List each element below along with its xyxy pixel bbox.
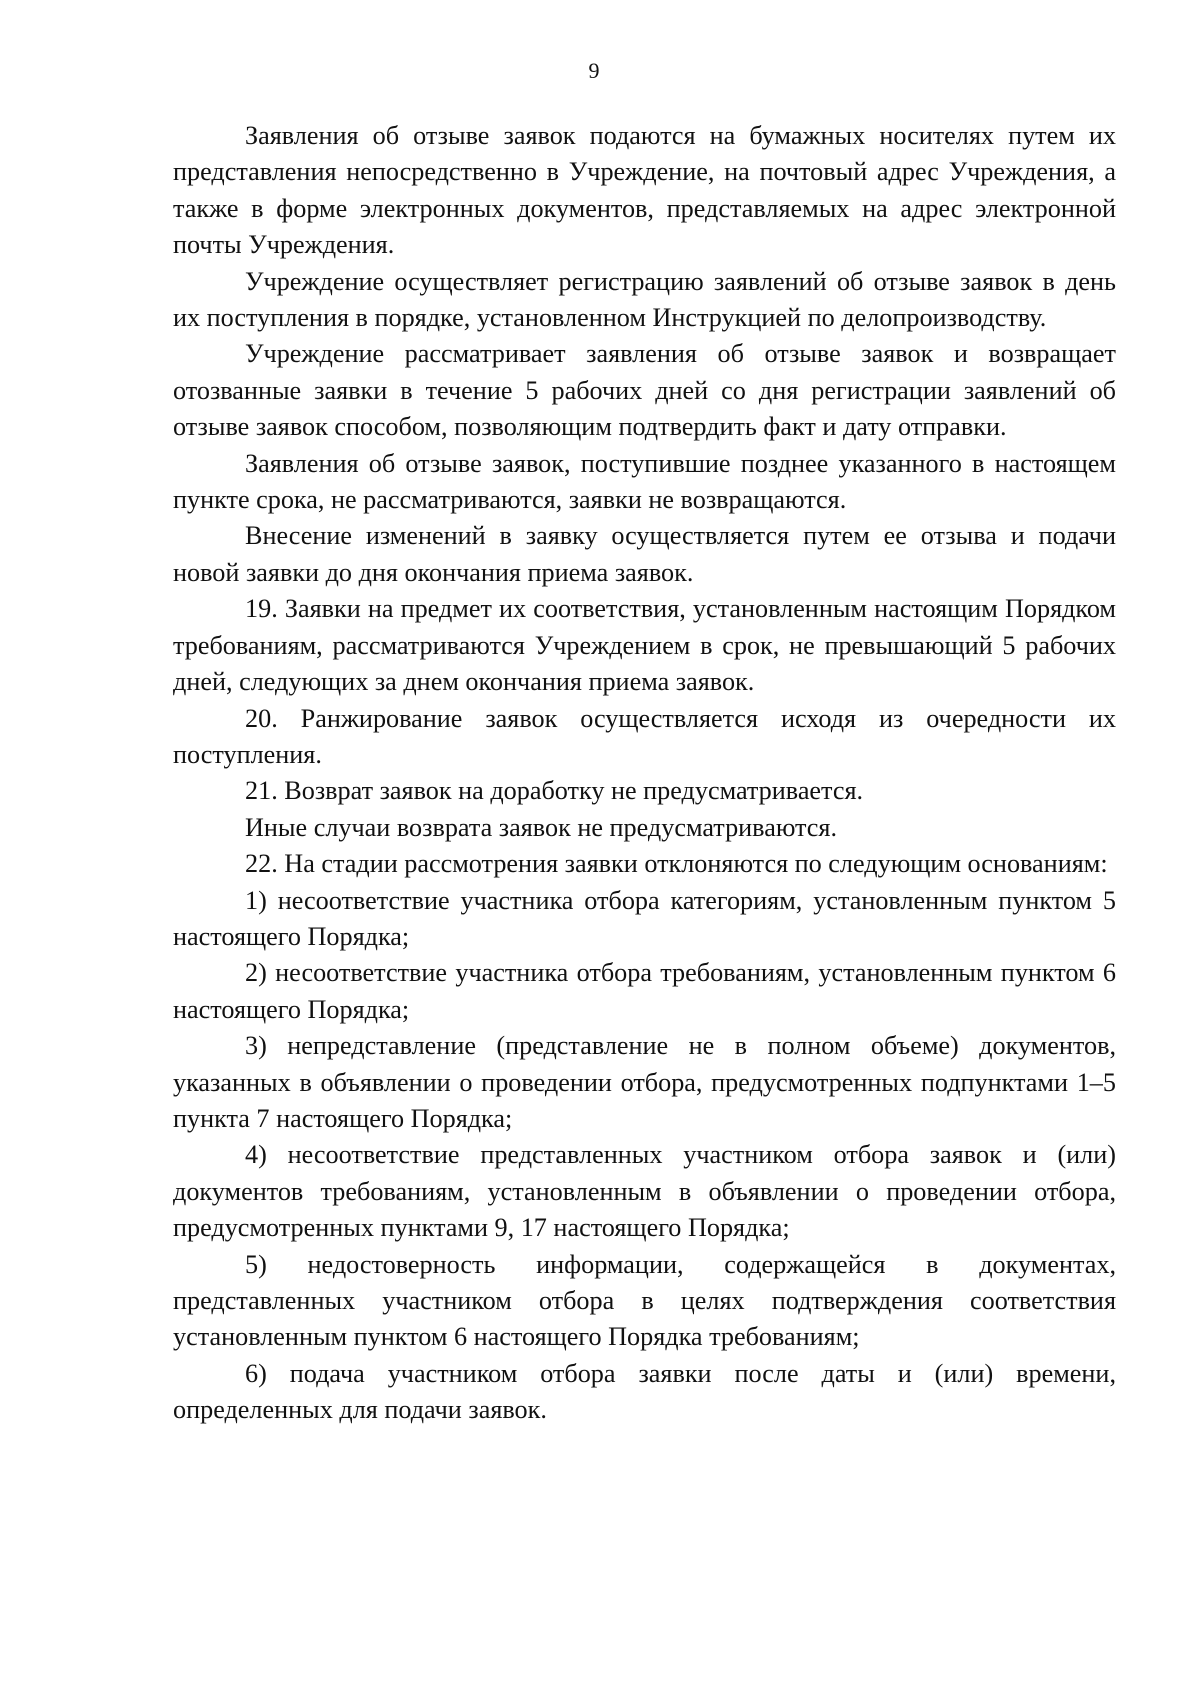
paragraph-withdrawal-registration: Учреждение осуществляет регистрацию заявлений об отзыве заявок в день их поступления в порядке, установленном Инструкцией по делопроизводству.: [173, 266, 1116, 333]
ground-6: 6) подача участником отбора заявки после даты и (или) времени, определенных для подачи заявок.: [173, 1358, 1116, 1425]
ground-2: 2) несоответствие участника отбора требованиям, установленным пунктом 6 настоящего Порядка;: [173, 958, 1116, 1024]
clause-20: 20. Ранжирование заявок осуществляется исходя из очередности их поступления.: [173, 703, 1116, 769]
clause-22: 22. На стадии рассмотрения заявки отклоняются по следующим основаниям:: [245, 849, 1108, 879]
clause-19: 19. Заявки на предмет их соответствия, установленным настоящим Порядком требованиям, рассматриваются Учреждением в срок, не превышающий 5 рабочих дней, следующих за днем окончания приема заявок.: [173, 594, 1116, 697]
paragraph-withdrawal-submission: Заявления об отзыве заявок подаются на бумажных носителях путем их представления непосредственно в Учреждение, на почтовый адрес Учреждения, а также в форме электронных документов, представляемых на адрес электронной почты Учреждения.: [173, 121, 1116, 260]
ground-4: 4) несоответствие представленных участником отбора заявок и (или) документов требованиям, установленным в объявлении о проведении отбора, предусмотренных пунктами 9, 17 настоящего Порядка;: [173, 1140, 1116, 1243]
paragraph-withdrawal-review: Учреждение рассматривает заявления об отзыве заявок и возвращает отозванные заявки в течение 5 рабочих дней со дня регистрации заявлений об отзыве заявок способом, позволяющим подтвердить факт и дату отправки.: [173, 339, 1116, 442]
ground-5: 5) недостоверность информации, содержащейся в документах, представленных участником отбора в целях подтверждения соответствия установленным пунктом 6 настоящего Порядка требованиям;: [173, 1249, 1116, 1352]
paragraph-application-changes: Внесение изменений в заявку осуществляется путем ее отзыва и подачи новой заявки до дня окончания приема заявок.: [173, 521, 1116, 587]
ground-3: 3) непредставление (представление не в полном объеме) документов, указанных в объявлении о проведении отбора, предусмотренных подпунктами 1–5 пункта 7 настоящего Порядка;: [173, 1031, 1116, 1133]
page-number: 9: [588, 58, 600, 83]
paragraph-other-returns: Иные случаи возврата заявок не предусматриваются.: [245, 812, 838, 842]
ground-1: 1) несоответствие участника отбора категориям, установленным пунктом 5 настоящего Порядка;: [173, 885, 1116, 951]
document-body: [173, 118, 1116, 1429]
clause-21: 21. Возврат заявок на доработку не предусматривается.: [245, 776, 864, 806]
paragraph-late-withdrawals: Заявления об отзыве заявок, поступившие позднее указанного в настоящем пункте срока, не рассматриваются, заявки не возвращаются.: [173, 448, 1116, 515]
